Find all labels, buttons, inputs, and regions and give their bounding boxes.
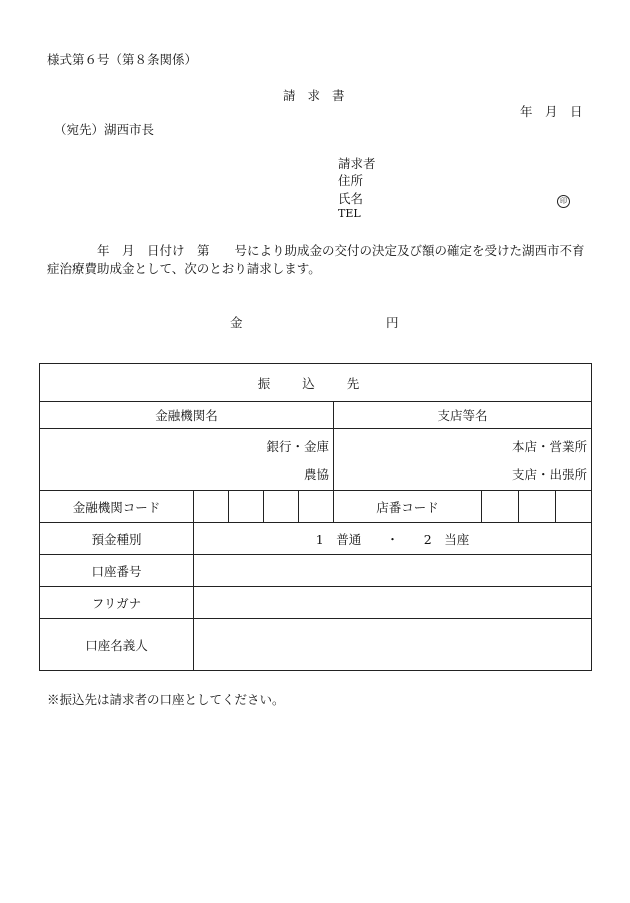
- branch-type-option-2: 支店・出張所: [512, 466, 588, 482]
- bank-type-option-2: 農協: [303, 466, 329, 482]
- amount-label: 金: [230, 315, 243, 330]
- form-label: 様式第６号（第８条関係）: [47, 52, 198, 67]
- document-title: 請 求 書: [283, 88, 349, 103]
- addressee: （宛先）湖西市長: [54, 122, 155, 137]
- deposit-type-label: 預金種別: [40, 523, 194, 555]
- account-holder-label: 口座名義人: [40, 619, 194, 671]
- account-holder-field[interactable]: [194, 619, 592, 671]
- bank-transfer-table: [39, 363, 592, 671]
- institution-name-field[interactable]: [40, 429, 334, 491]
- branch-code-label: 店番コード: [334, 491, 482, 523]
- institution-name-header: 金融機関名: [40, 402, 334, 429]
- branch-type-option-1: 本店・営業所: [512, 438, 588, 454]
- furigana-field[interactable]: [194, 587, 592, 619]
- institution-code-digit-2[interactable]: [229, 491, 264, 523]
- bank-type-option-1: 銀行・金庫: [266, 438, 329, 454]
- requester-tel-label: TEL: [338, 207, 361, 220]
- amount-unit: 円: [386, 315, 399, 330]
- branch-name-field[interactable]: [334, 429, 592, 491]
- branch-code-digit-3[interactable]: [556, 491, 592, 523]
- seal-mark-icon: 印: [557, 191, 570, 208]
- deposit-type-options[interactable]: 1 普通 ・ 2 当座: [194, 523, 592, 555]
- account-number-label: 口座番号: [40, 555, 194, 587]
- requester-name-label: 氏名: [338, 191, 364, 206]
- institution-code-label: 金融機関コード: [40, 491, 194, 523]
- furigana-label: フリガナ: [40, 587, 194, 619]
- branch-name-header: 支店等名: [334, 402, 592, 429]
- transfer-destination-header: 振 込 先: [40, 364, 592, 402]
- institution-code-digit-1[interactable]: [194, 491, 229, 523]
- institution-code-digit-3[interactable]: [264, 491, 299, 523]
- body-text-line1: 年 月 日付け 第 号により助成金の交付の決定及び額の確定を受けた湖西市不育: [97, 243, 585, 258]
- date-line: 年 月 日: [520, 104, 583, 119]
- account-number-field[interactable]: [194, 555, 592, 587]
- requester-address-label: 住所: [338, 173, 364, 188]
- requester-heading: 請求者: [338, 156, 376, 171]
- body-text-line2: 症治療費助成金として、次のとおり請求します。: [47, 261, 321, 276]
- footnote: ※振込先は請求者の口座としてください。: [47, 692, 285, 707]
- branch-code-digit-2[interactable]: [519, 491, 556, 523]
- institution-code-digit-4[interactable]: [299, 491, 334, 523]
- branch-code-digit-1[interactable]: [482, 491, 519, 523]
